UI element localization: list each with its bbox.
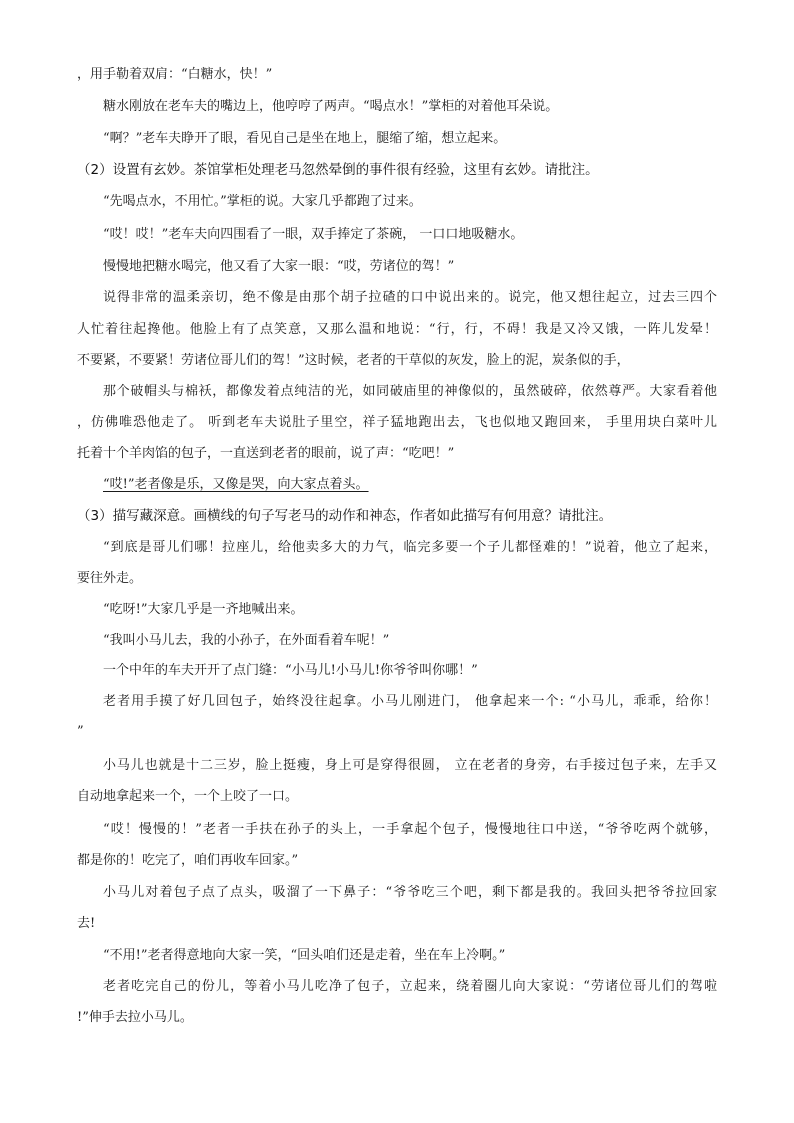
text-line: 一个中年的车夫开开了点门缝：“小马儿!小马儿!你爷爷叫你哪！” [103, 663, 478, 678]
text-line: 去! [77, 916, 96, 931]
text-line: “我叫小马儿去，我的小孙子，在外面看着车呢！” [103, 633, 390, 648]
text-line: 要往外走。 [77, 571, 143, 586]
text-line: 说得非常的温柔亲切，绝不像是由那个胡子拉碴的口中说出来的。说完，他又想往起立，过去三四个 [103, 290, 717, 305]
text-line: 都是你的！吃完了，咱们再收车回家。” [77, 853, 299, 868]
text-line: “不用!”老者得意地向大家一笑，“回头咱们还是走着，坐在车上冷啊。” [103, 948, 506, 963]
text-line: 托着十个羊肉馅的包子，一直送到老者的眼前，说了声：“吃吧！” [77, 446, 455, 461]
question-2: （2）设置有玄妙。茶馆掌柜处理老马忽然晕倒的事件很有经验，这里有玄妙。请批注。 [77, 162, 599, 178]
text-line: 不要紧，不要紧！劳诸位哥儿们的驾！”这时候，老者的干草似的灰发，脸上的泥，炭条似的手， [77, 353, 630, 368]
text-line: 自动地拿起来一个，一个上咬了一口。 [77, 789, 299, 804]
text-line: “到底是哥儿们哪！拉座儿，给他卖多大的力气，临完多要一个子儿都怪难的！”说着，他立了起来， [103, 540, 717, 555]
underlined-sentence: “哎!”老者像是乐，又像是哭，向大家点着头。 [103, 477, 369, 492]
text-line: 小马儿也就是十二三岁，脸上挺瘦，身上可是穿得很圆， 立在老者的身旁，右手接过包子来，左手又 [103, 758, 717, 773]
text-line: ” [77, 724, 84, 739]
text-line: 糖水刚放在老车夫的嘴边上，他哼哼了两声。“喝点水！”掌柜的对着他耳朵说。 [103, 99, 559, 114]
text-line: “哎！慢慢的！”老者一手扶在孙子的头上，一手拿起个包子，慢慢地往口中送，“爷爷吃两个就够， [103, 822, 717, 837]
text-line: 人忙着往起搀他。他脸上有了点笑意，又那么温和地说：“行，行，不碍！我是又冷又饿，一阵儿发晕！ [77, 322, 717, 337]
text-line: 老者吃完自己的份儿，等着小马儿吃净了包子，立起来，绕着圈儿向大家说：“劳诸位哥儿们的驾啦 [103, 979, 717, 994]
text-line: 那个破帽头与棉袄，都像发着点纯洁的光，如同破庙里的神像似的，虽然破碎，依然尊严。大家看着他 [103, 384, 717, 399]
text-line: 老者用手摸了好几回包子，始终没往起拿。小马儿刚进门， 他拿起来一个: “小马儿，乖乖，给你！ [103, 694, 717, 709]
text-line: ，仿佛唯恐他走了。 听到老车夫说肚子里空，祥子猛地跑出去，飞也似地又跑回来， 手里用块白菜叶儿 [77, 415, 717, 430]
text-line: “哎！哎！”老车夫向四围看了一眼，双手捧定了茶碗， 一口口地吸糖水。 [103, 227, 524, 242]
text-line: 小马儿对着包子点了点头，吸溜了一下鼻子：“爷爷吃三个吧，剩下都是我的。我回头把爷爷拉回家 [103, 885, 717, 900]
text-line: ，用手勒着双肩：“白糖水，快！” [77, 67, 273, 82]
text-line: 慢慢地把糖水喝完，他又看了大家一眼：“哎，劳诸位的驾！” [103, 259, 455, 274]
question-3: （3）描写藏深意。画横线的句子写老马的动作和神态，作者如此描写有何用意？请批注。 [77, 508, 613, 524]
text-line: “吃呀!”大家几乎是一齐地喊出来。 [103, 602, 304, 617]
text-line: !”伸手去拉小马儿。 [77, 1010, 193, 1025]
text-line: “啊？”老车夫睁开了眼，看见自己是坐在地上，腿缩了缩，想立起来。 [103, 131, 507, 146]
text-line: “先喝点水，不用忙。”掌柜的说。大家几乎都跑了过来。 [103, 194, 422, 209]
